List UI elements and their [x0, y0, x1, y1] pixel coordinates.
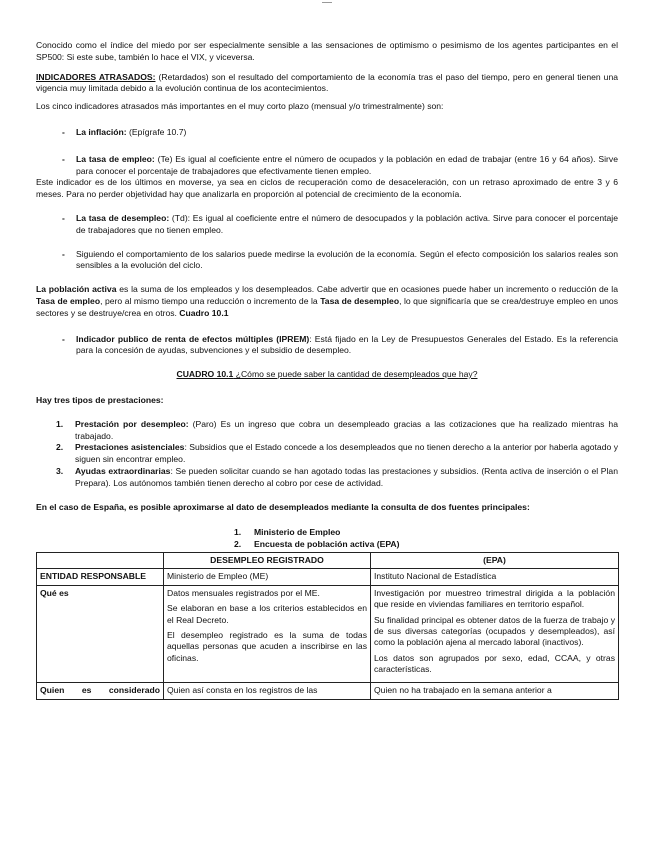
- sources-list: [234, 527, 618, 551]
- list-item-iprem: - Indicador publico de renta de efectos múltiples (IPREM): Está fijado en la Ley de Presupuestos Generales del Estado. Es la referencia para la concesión de ayudas, subvenciones y el subsidio de desempleo.: [62, 333, 618, 356]
- active-population-paragraph: La población activa es la suma de los empleados y los desempleados. Cabe advertir que en ocasiones puede haber un incremento o reducción de la Tasa de empleo, pero al mismo tiempo una reducción o incremento de la Tasa de desempleo, lo que significaría que se crea/destruye empleo en unos sectores y se destruye/crea en otros. Cuadro 10.1: [36, 284, 618, 318]
- table-header-row: [37, 552, 619, 568]
- table-header: DESEMPLEO REGISTRADO: [164, 552, 371, 568]
- list-item-inflation: - La inflación: (Epígrafe 10.7): [62, 126, 187, 137]
- list-item-unemployment-rate: - La tasa de desempleo: (Td): Es igual al coeficiente entre el número de desocupados y la población activa. Sirve para conocer el porcentaje de trabajadores que no tienen empleo.: [62, 212, 618, 235]
- vix-paragraph: Conocido como el índice del miedo por ser especialmente sensible a las sensaciones de optimismo o pesimismo de los agentes participantes en el SP500: Si este sube, también lo hace el VIX, y viceversa.: [36, 40, 618, 62]
- list-item: 3. Ayudas extraordinarias: Se pueden solicitar cuando se han agotado todas las prestaciones y subsidios. (Renta activa de inserción o el Plan Prepara). Los autónomos también tienen derecho al cobro por cese de actividad.: [56, 465, 618, 488]
- table-row: Qué es Datos mensuales registrados por el ME. Se elaboran en base a los criterios establecidos en el Real Decreto. El desempleo registrado es la suma de todas aquellas personas que acuden a inscribirse en las oficinas. Investigación por muestreo trimestral dirigida a la población que reside en viviendas familiares en territorio español. Su finalidad principal es obtener datos de la fuerza de trabajo y de sus diversas categorías (ocupados y desempleados), así como la población ajena al mercado laboral (inactivos). Los datos son agrupados por sexo, edad, CCAA, y otras características.: [37, 585, 619, 682]
- five-indicators-intro: Los cinco indicadores atrasados más importantes en el muy corto plazo (mensual y/o trimestralmente) son:: [36, 101, 444, 112]
- employment-note: Este indicador es de los últimos en moverse, ya sea en ciclos de recuperación como de desaceleración, con un retraso aproximado de entre 3 y 6 meses. Para no perder objetividad hay que analizarla en proporción al potencial de crecimiento de la economía.: [36, 177, 618, 200]
- cuadro-title: CUADRO 10.1 ¿Cómo se puede saber la cantidad de desempleados que hay?: [176, 369, 478, 380]
- list-item: 2. Prestaciones asistenciales: Subsidios que el Estado concede a los desempleados que no tienen derecho a la anterior por haberla agotado y siguen sin encontrar empleo.: [56, 442, 618, 465]
- lagging-indicators-paragraph: INDICADORES ATRASADOS: (Retardados) son el resultado del comportamiento de la economía tras el paso del tiempo, pero en general tienen una vigencia muy limitada debido a la evolución continua de los acontecimientos.: [36, 71, 618, 94]
- list-item: 1. Prestación por desempleo: (Paro) Es un ingreso que cobra un desempleado gracias a las cotizaciones que ha realizado mientras ha trabajado.: [56, 418, 618, 441]
- list-item: 2. Encuesta de población activa (EPA): [234, 539, 400, 550]
- table-row: ENTIDAD RESPONSABLE Ministerio de Empleo (ME) Instituto Nacional de Estadística: [37, 569, 619, 585]
- list-item-salaries: - Siguiendo el comportamiento de los salarios puede medirse la evolución de la economía. Según el efecto composición los salarios reales son sensibles a la evolución del ciclo.: [62, 248, 618, 271]
- lagging-indicators-title: INDICADORES ATRASADOS:: [36, 71, 156, 82]
- list-item: 1. Ministerio de Empleo: [234, 527, 341, 538]
- document-page: [36, 0, 618, 700]
- table-header: (EPA): [371, 552, 619, 568]
- table-header: [37, 552, 164, 568]
- list-item-employment-rate: - La tasa de empleo: (Te) Es igual al coeficiente entre el número de ocupados y la población en edad de trabajar (entre 16 y 64 años). Sirve para conocer el porcentaje de trabajadores que efectivamente tienen empleo.: [62, 153, 618, 176]
- benefits-intro: Hay tres tipos de prestaciones:: [36, 394, 164, 405]
- table-row: Quien es considerado Quien así consta en los registros de las Quien no ha trabajado en la semana anterior a: [37, 682, 619, 699]
- comparison-table: [36, 552, 619, 700]
- benefits-list: [36, 419, 618, 490]
- spain-paragraph: En el caso de España, es posible aproximarse al dato de desempleados mediante la consulta de dos fuentes principales:: [36, 501, 530, 512]
